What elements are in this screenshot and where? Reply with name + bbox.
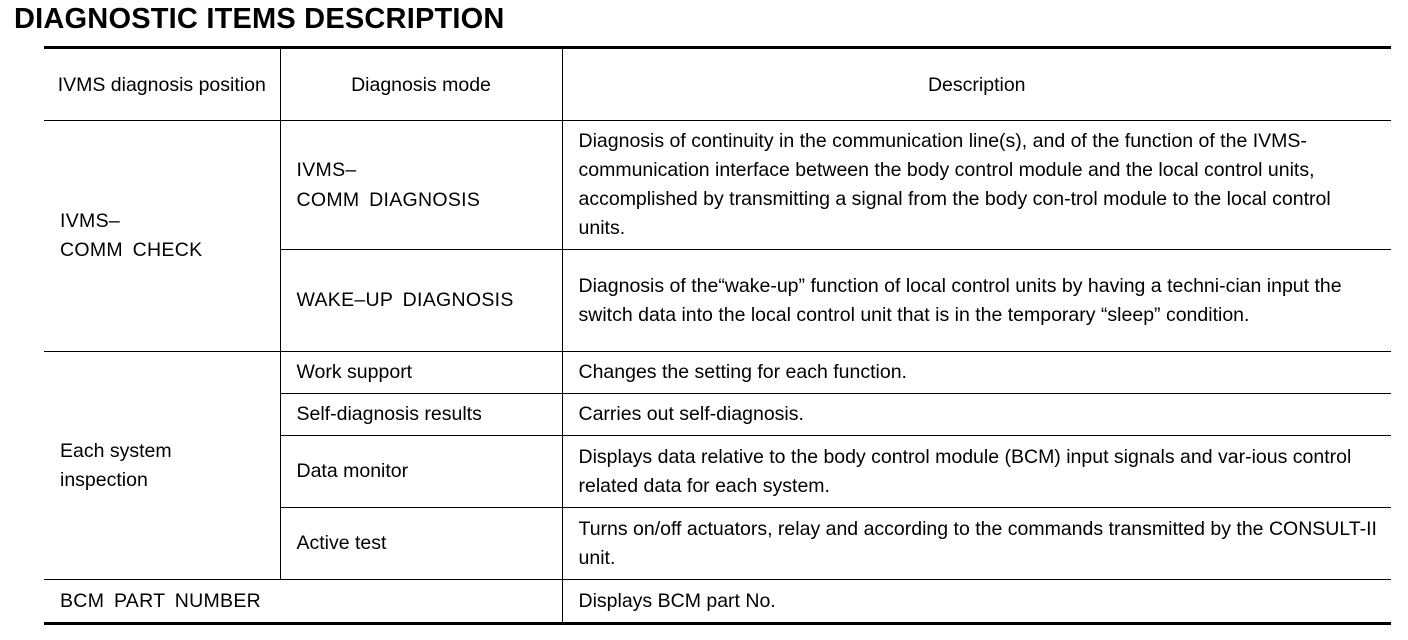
mode-line: COMM DIAGNOSIS	[296, 189, 481, 211]
mode-cell-wake-up-diagnosis	[280, 250, 562, 352]
description-cell: Diagnosis of continuity in the communication line(s), and of the function of the IVMS-communication interface between the body control module and the local control units, accomplished by transmitting a signal from the body con-trol module to the local control units.	[562, 121, 1391, 250]
table-row	[44, 352, 1391, 394]
position-line: IVMS–	[60, 210, 121, 232]
header-position-label: IVMS diagnosis position	[57, 73, 266, 96]
page-title: DIAGNOSTIC ITEMS DESCRIPTION	[14, 3, 505, 35]
mode-cell-ivms-comm-diagnosis	[280, 121, 562, 250]
description-cell: Turns on/off actuators, relay and according to the commands transmitted by the CONSULT-II unit.	[562, 508, 1391, 580]
mode-line: IVMS–	[296, 159, 357, 181]
description-cell: Diagnosis of the“wake-up” function of local control units by having a techni-cian input the switch data into the local control unit that is in the temporary “sleep” condition.	[562, 250, 1391, 352]
header-description	[562, 48, 1391, 121]
mode-cell-data-monitor: Data monitor	[280, 436, 562, 508]
header-description-label: Description	[927, 73, 1026, 96]
position-cell-ivms-comm-check	[44, 121, 280, 352]
mode-label: WAKE–UP DIAGNOSIS	[296, 289, 514, 311]
table-header-row	[44, 48, 1391, 121]
description-cell: Carries out self-diagnosis.	[562, 394, 1391, 436]
description-cell: Displays data relative to the body control module (BCM) input signals and var-ious control related data for each system.	[562, 436, 1391, 508]
mode-cell-work-support: Work support	[280, 352, 562, 394]
position-cell-each-system	[44, 352, 280, 580]
description-cell: Changes the setting for each function.	[562, 352, 1391, 394]
position-label: Each system inspection	[60, 439, 172, 491]
position-cell-bcm-part-number: BCM PART NUMBER	[44, 580, 562, 624]
table-row	[44, 121, 1391, 250]
header-mode-label: Diagnosis mode	[351, 73, 491, 96]
mode-cell-active-test: Active test	[280, 508, 562, 580]
position-line: COMM CHECK	[60, 239, 203, 261]
header-position	[44, 48, 280, 121]
mode-cell-self-diagnosis: Self-diagnosis results	[280, 394, 562, 436]
description-cell: Displays BCM part No.	[562, 580, 1391, 624]
diagnostic-items-table	[44, 46, 1391, 625]
table-row	[44, 580, 1391, 624]
header-mode	[280, 48, 562, 121]
